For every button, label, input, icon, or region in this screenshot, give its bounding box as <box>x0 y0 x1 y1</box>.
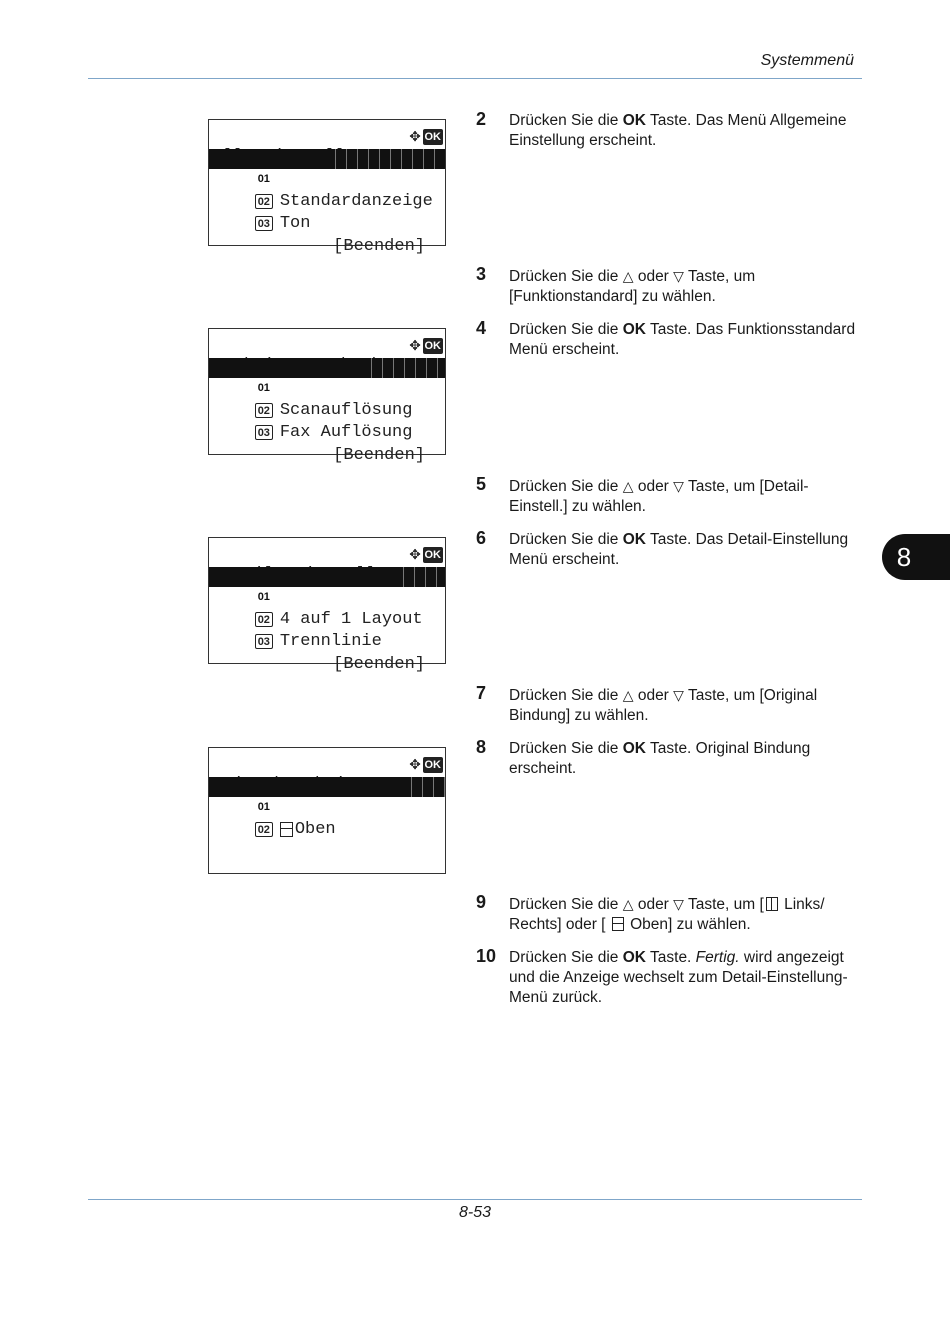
footer-rule <box>88 1199 862 1200</box>
lcd-menu-item <box>209 612 445 651</box>
top-binding-icon <box>280 822 293 837</box>
lcd-title-row <box>209 127 445 147</box>
ok-key-icon: OK <box>424 340 441 352</box>
ok-key-icon: OK <box>424 549 441 561</box>
navigation-arrows-icon: ✥ <box>409 127 421 147</box>
navigation-arrows-icon: ✥ <box>409 755 421 775</box>
menu-item-label: 4 auf 1 Layout <box>279 610 423 629</box>
lcd-title-row <box>209 755 445 775</box>
down-arrow-icon: ▽ <box>673 896 684 912</box>
chapter-tab <box>882 534 950 580</box>
lcd-menu-item <box>209 800 445 839</box>
header-rule <box>88 78 862 79</box>
step-number: 6 <box>476 528 487 548</box>
lcd-menu-item <box>209 194 445 233</box>
up-arrow-icon: △ <box>622 268 634 284</box>
item-number-icon: 01 <box>255 589 273 604</box>
navigation-arrows-icon: ✥ <box>409 336 421 356</box>
lcd-menu-item <box>209 403 445 442</box>
menu-item-label: Standardanzeige <box>279 192 433 211</box>
step-number: 9 <box>476 892 487 912</box>
lcd-end-row <box>209 426 445 465</box>
up-arrow-icon: △ <box>622 687 634 703</box>
item-number-icon: 03 <box>255 425 273 440</box>
selected-marker: * <box>273 798 285 818</box>
down-arrow-icon: ▽ <box>673 478 684 494</box>
item-number-icon: 01 <box>255 799 273 814</box>
menu-item-label: Ton <box>279 214 311 233</box>
item-number-icon: 03 <box>255 216 273 231</box>
menu-item-label: Farbauswahl <box>279 378 393 397</box>
step-number: 4 <box>476 318 487 338</box>
step-number: 10 <box>476 946 497 966</box>
menu-item-label: Scanauflösung <box>279 401 413 420</box>
navigation-arrows-icon: ✥ <box>409 545 421 565</box>
item-number-icon: 02 <box>255 612 273 627</box>
step-number: 7 <box>476 683 487 703</box>
step-number: 5 <box>476 474 487 494</box>
lcd-end-row <box>209 635 445 674</box>
up-arrow-icon: △ <box>622 896 634 912</box>
ok-key-icon: OK <box>424 131 441 143</box>
up-arrow-icon: △ <box>622 478 634 494</box>
lcd-end-row <box>209 217 445 256</box>
end-label: [Beenden] <box>333 655 425 674</box>
lcd-menu-item <box>209 381 445 420</box>
step-number: 3 <box>476 264 487 284</box>
item-number-icon: 01 <box>255 380 273 395</box>
item-number-icon: 02 <box>255 194 273 209</box>
end-label: [Beenden] <box>333 446 425 465</box>
step-number: 8 <box>476 737 487 757</box>
down-arrow-icon: ▽ <box>673 687 684 703</box>
running-header: Systemmenü <box>760 52 854 69</box>
lcd-screen-function-defaults <box>208 328 446 465</box>
item-number-icon: 01 <box>255 171 273 186</box>
menu-item-label: Links/Rechts <box>299 797 422 816</box>
step-number: 2 <box>476 109 487 129</box>
down-arrow-icon: ▽ <box>673 268 684 284</box>
item-number-icon: 03 <box>255 634 273 649</box>
ok-key-icon: OK <box>424 759 441 771</box>
menu-item-label: Trennlinie <box>279 632 382 651</box>
lcd-screen-detail-settings <box>208 537 446 674</box>
menu-item-label: Fax Auflösung <box>279 423 413 442</box>
top-binding-icon <box>612 917 624 931</box>
chapter-number: 8 <box>896 541 912 572</box>
menu-item-label: 2 auf 1 Layout <box>279 587 423 606</box>
lcd-title-row <box>209 336 445 356</box>
lcd-menu-item <box>209 172 445 211</box>
lcd-menu-item <box>209 149 445 188</box>
lcd-screen-general-settings <box>208 119 446 256</box>
lcd-menu-item <box>209 567 445 606</box>
lcd-title-row <box>209 545 445 565</box>
lcd-menu-item <box>209 590 445 629</box>
left-right-binding-icon <box>766 897 778 911</box>
lcd-menu-item <box>209 358 445 397</box>
lcd-screen-original-binding <box>208 747 446 874</box>
page-number: 8-53 <box>458 1204 492 1221</box>
lcd-menu-item <box>209 777 445 818</box>
item-number-icon: 02 <box>255 822 273 837</box>
end-label: [Beenden] <box>333 237 425 256</box>
menu-item-label: Sprache <box>279 169 352 188</box>
item-number-icon: 02 <box>255 403 273 418</box>
menu-item-label: Oben <box>294 820 336 839</box>
